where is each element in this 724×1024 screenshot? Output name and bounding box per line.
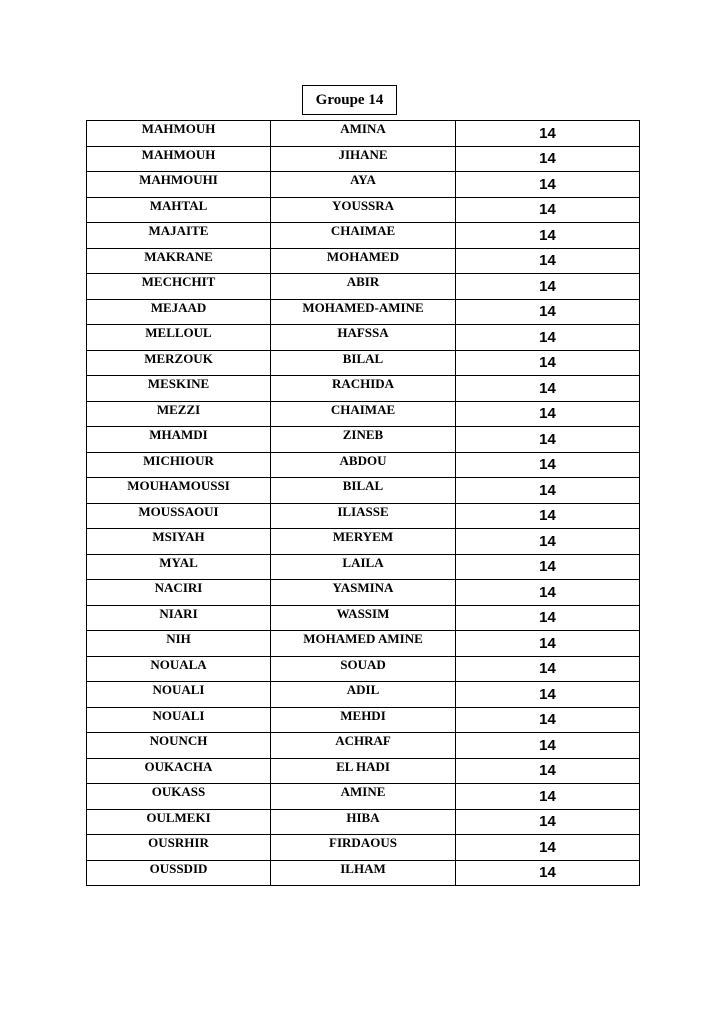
table-row — [87, 605, 640, 631]
table-row — [87, 376, 640, 402]
group-number-cell: 14 — [456, 656, 640, 682]
first-name-cell: ZINEB — [271, 427, 456, 453]
last-name-cell: MELLOUL — [87, 325, 271, 351]
table-row — [87, 707, 640, 733]
group-number-cell: 14 — [456, 248, 640, 274]
first-name-cell: SOUAD — [271, 656, 456, 682]
last-name-cell: MOUHAMOUSSI — [87, 478, 271, 504]
group-number-cell: 14 — [456, 733, 640, 759]
last-name-cell: MOUSSAOUI — [87, 503, 271, 529]
first-name-cell: MERYEM — [271, 529, 456, 555]
group-number-cell: 14 — [456, 682, 640, 708]
first-name-cell: EL HADI — [271, 758, 456, 784]
table-row — [87, 401, 640, 427]
first-name-cell: ABIR — [271, 274, 456, 300]
table-row — [87, 758, 640, 784]
group-number-cell: 14 — [456, 580, 640, 606]
group-number-cell: 14 — [456, 274, 640, 300]
last-name-cell: MYAL — [87, 554, 271, 580]
last-name-cell: NOUALA — [87, 656, 271, 682]
first-name-cell: RACHIDA — [271, 376, 456, 402]
group-number-cell: 14 — [456, 860, 640, 886]
table-row — [87, 172, 640, 198]
first-name-cell: ABDOU — [271, 452, 456, 478]
group-number-cell: 14 — [456, 784, 640, 810]
table-row — [87, 197, 640, 223]
first-name-cell: AMINE — [271, 784, 456, 810]
last-name-cell: NOUNCH — [87, 733, 271, 759]
table-row — [87, 452, 640, 478]
page-title: Groupe 14 — [302, 85, 397, 115]
table-row — [87, 682, 640, 708]
table-row — [87, 860, 640, 886]
group-number-cell: 14 — [456, 350, 640, 376]
group-number-cell: 14 — [456, 631, 640, 657]
table-row — [87, 478, 640, 504]
last-name-cell: OUKASS — [87, 784, 271, 810]
first-name-cell: HIBA — [271, 809, 456, 835]
group-number-cell: 14 — [456, 325, 640, 351]
group-number-cell: 14 — [456, 376, 640, 402]
last-name-cell: MAKRANE — [87, 248, 271, 274]
first-name-cell: JIHANE — [271, 146, 456, 172]
table-row — [87, 121, 640, 147]
table-row — [87, 223, 640, 249]
last-name-cell: NOUALI — [87, 707, 271, 733]
table-row — [87, 503, 640, 529]
last-name-cell: MAJAITE — [87, 223, 271, 249]
table-row — [87, 274, 640, 300]
first-name-cell: CHAIMAE — [271, 401, 456, 427]
first-name-cell: ACHRAF — [271, 733, 456, 759]
group-number-cell: 14 — [456, 605, 640, 631]
group-number-cell: 14 — [456, 809, 640, 835]
group-number-cell: 14 — [456, 758, 640, 784]
student-table — [86, 120, 640, 886]
first-name-cell: ILHAM — [271, 860, 456, 886]
group-number-cell: 14 — [456, 503, 640, 529]
table-row — [87, 299, 640, 325]
last-name-cell: NIH — [87, 631, 271, 657]
last-name-cell: OUSRHIR — [87, 835, 271, 861]
group-number-cell: 14 — [456, 835, 640, 861]
first-name-cell: ILIASSE — [271, 503, 456, 529]
first-name-cell: MOHAMED AMINE — [271, 631, 456, 657]
table-row — [87, 427, 640, 453]
group-number-cell: 14 — [456, 452, 640, 478]
group-number-cell: 14 — [456, 121, 640, 147]
first-name-cell: WASSIM — [271, 605, 456, 631]
last-name-cell: MEZZI — [87, 401, 271, 427]
first-name-cell: YOUSSRA — [271, 197, 456, 223]
first-name-cell: AMINA — [271, 121, 456, 147]
last-name-cell: MECHCHIT — [87, 274, 271, 300]
group-number-cell: 14 — [456, 529, 640, 555]
last-name-cell: OUKACHA — [87, 758, 271, 784]
first-name-cell: CHAIMAE — [271, 223, 456, 249]
table-row — [87, 631, 640, 657]
group-number-cell: 14 — [456, 197, 640, 223]
first-name-cell: LAILA — [271, 554, 456, 580]
group-number-cell: 14 — [456, 427, 640, 453]
group-number-cell: 14 — [456, 299, 640, 325]
last-name-cell: NOUALI — [87, 682, 271, 708]
first-name-cell: BILAL — [271, 350, 456, 376]
table-row — [87, 656, 640, 682]
group-number-cell: 14 — [456, 172, 640, 198]
group-number-cell: 14 — [456, 554, 640, 580]
last-name-cell: MAHMOUHI — [87, 172, 271, 198]
first-name-cell: YASMINA — [271, 580, 456, 606]
last-name-cell: NACIRI — [87, 580, 271, 606]
first-name-cell: AYA — [271, 172, 456, 198]
last-name-cell: OULMEKI — [87, 809, 271, 835]
last-name-cell: MHAMDI — [87, 427, 271, 453]
last-name-cell: MEJAAD — [87, 299, 271, 325]
last-name-cell: NIARI — [87, 605, 271, 631]
last-name-cell: MICHIOUR — [87, 452, 271, 478]
group-number-cell: 14 — [456, 478, 640, 504]
last-name-cell: MAHTAL — [87, 197, 271, 223]
first-name-cell: ADIL — [271, 682, 456, 708]
first-name-cell: MEHDI — [271, 707, 456, 733]
student-table-body — [87, 121, 640, 886]
table-row — [87, 350, 640, 376]
table-row — [87, 146, 640, 172]
table-row — [87, 325, 640, 351]
first-name-cell: MOHAMED — [271, 248, 456, 274]
last-name-cell: MAHMOUH — [87, 146, 271, 172]
first-name-cell: BILAL — [271, 478, 456, 504]
table-row — [87, 809, 640, 835]
first-name-cell: MOHAMED-AMINE — [271, 299, 456, 325]
table-row — [87, 554, 640, 580]
table-row — [87, 529, 640, 555]
first-name-cell: HAFSSA — [271, 325, 456, 351]
last-name-cell: OUSSDID — [87, 860, 271, 886]
group-number-cell: 14 — [456, 707, 640, 733]
last-name-cell: MERZOUK — [87, 350, 271, 376]
table-row — [87, 733, 640, 759]
last-name-cell: MESKINE — [87, 376, 271, 402]
last-name-cell: MAHMOUH — [87, 121, 271, 147]
table-row — [87, 580, 640, 606]
group-number-cell: 14 — [456, 401, 640, 427]
last-name-cell: MSIYAH — [87, 529, 271, 555]
table-row — [87, 784, 640, 810]
group-number-cell: 14 — [456, 223, 640, 249]
group-number-cell: 14 — [456, 146, 640, 172]
first-name-cell: FIRDAOUS — [271, 835, 456, 861]
table-row — [87, 248, 640, 274]
table-row — [87, 835, 640, 861]
